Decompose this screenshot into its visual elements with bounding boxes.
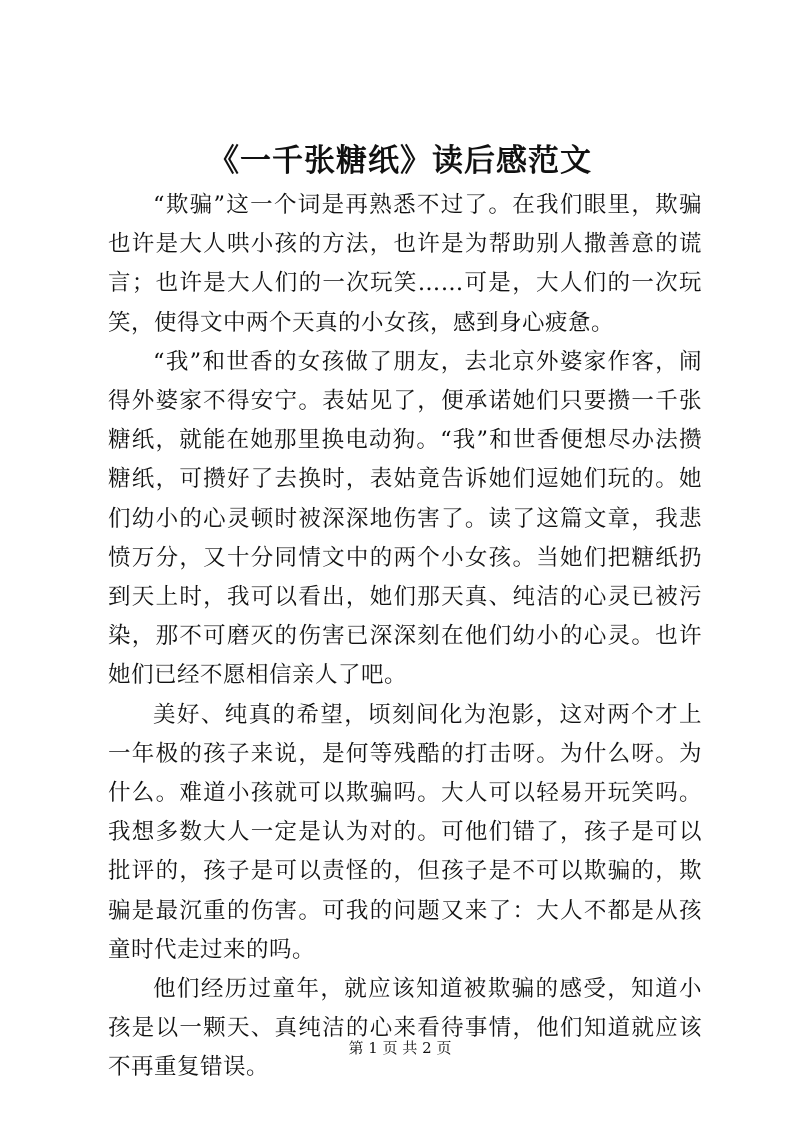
paragraph: “我”和世香的女孩做了朋友，去北京外婆家作客，闹得外婆家不得安宁。表姑见了，便承诺她们只要攒一千张糖纸，就能在她那里换电动狗。“我”和世香便想尽办法攒糖纸，可攒好了去换时，表姑竟告诉她们逗她们玩的。她们幼小的心灵顿时被深深地伤害了。读了这篇文章，我悲愤万分，又十分同情文中的两个小女孩。当她们把糖纸扔到天上时，我可以看出，她们那天真、纯洁的心灵已被污染，那不可磨灭的伤害已深深刻在他们幼小的心灵。也许她们已经不愿相信亲人了吧。 — [108, 348, 702, 689]
document-title: 《一千张糖纸》读后感范文 — [208, 143, 592, 179]
page-footer: 第 1 页 共 2 页 — [348, 1039, 452, 1057]
paragraph: 他们经历过童年，就应该知道被欺骗的感受，知道小孩是以一颗天、真纯洁的心来看待事情，他们知道就应该不再重复错误。 — [108, 976, 702, 1081]
document-body — [108, 186, 702, 1088]
paragraph: “欺骗”这一个词是再熟悉不过了。在我们眼里，欺骗也许是大人哄小孩的方法，也许是为帮助别人撒善意的谎言；也许是大人们的一次玩笑……可是，大人们的一次玩笑，使得文中两个天真的小女孩，感到身心疲惫。 — [108, 192, 702, 336]
paragraph: 美好、纯真的希望，顷刻间化为泡影，这对两个才上一年极的孩子来说，是何等残酷的打击呀。为什么呀。为什么。难道小孩就可以欺骗吗。大人可以轻易开玩笑吗。我想多数大人一定是认为对的。可他们错了，孩子是可以批评的，孩子是可以责怪的，但孩子是不可以欺骗的，欺骗是最沉重的伤害。可我的问题又来了：大人不都是从孩童时代走过来的吗。 — [108, 701, 702, 963]
